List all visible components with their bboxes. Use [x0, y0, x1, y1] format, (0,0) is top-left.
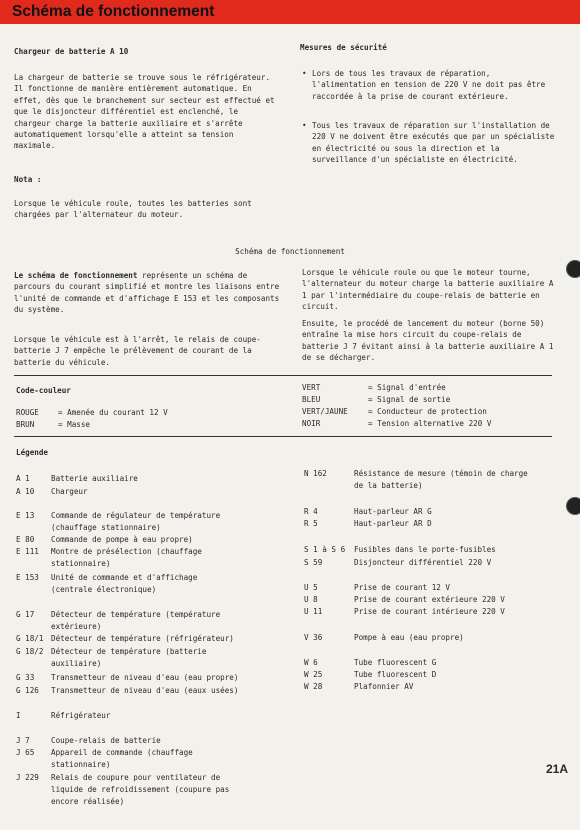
legend-text: Réfrigérateur [51, 711, 111, 720]
binder-hole-icon [566, 497, 580, 515]
color-code-name: BRUN [16, 420, 35, 429]
legend-code: A 10 [16, 487, 35, 496]
safety-bullet-2: Tous les travaux de réparation sur l'installation de 220 V ne doivent être exécutés que par un spécialiste en électricité ou sous la direction et la surveillance d'un spécialiste en électricité. [312, 121, 555, 165]
color-code-meaning: = Conducteur de protection [368, 407, 487, 416]
legend-text: extérieure) [51, 622, 102, 631]
color-code-name: NOIR [302, 419, 321, 428]
legend-text: Haut-parleur AR D [354, 519, 432, 528]
legend-text: Transmetteur de niveau d'eau (eaux usées) [51, 686, 239, 695]
legend-text: encore réalisée) [51, 797, 125, 806]
legend-code: J 65 [16, 748, 35, 757]
legend-text: Détecteur de température (réfrigérateur) [51, 634, 234, 643]
color-code-name: VERT/JAUNE [302, 407, 348, 416]
page-title: Schéma de fonctionnement [12, 3, 215, 20]
legend-text: Chargeur [51, 487, 88, 496]
legend-text: Unité de commande et d'affichage [51, 573, 198, 582]
legend-text: Résistance de mesure (témoin de charge [354, 469, 528, 478]
legend-text: Batterie auxiliaire [51, 474, 138, 483]
legend-code: U 8 [304, 595, 318, 604]
legend-text: Transmetteur de niveau d'eau (eau propre) [51, 673, 239, 682]
legend-code: S 1 à S 6 [304, 545, 346, 554]
legend-text: Tube fluorescent D [354, 670, 437, 679]
legend-text: liquide de refroidissement (coupure pas [51, 785, 230, 794]
legend-text: (centrale électronique) [51, 585, 157, 594]
legend-code: W 6 [304, 658, 318, 667]
legend-code: E 13 [16, 511, 35, 520]
legend-text: (chauffage stationnaire) [51, 523, 161, 532]
legend-code: V 36 [304, 633, 323, 642]
charger-body: La chargeur de batterie se trouve sous le réfrigérateur. Il fonctionne de manière entièrement automatique. En effet, dès que le branchement sur secteur est effectué et que le disjoncteur différentiel est enclenché, le chargeur charge la batterie auxiliaire et s'arrête automatiquement lorsqu'elle a atteint sa tension maximale. [14, 73, 275, 151]
legend-code: G 126 [16, 686, 39, 695]
color-code-row [302, 382, 446, 393]
color-code-meaning: = Signal d'entrée [368, 383, 446, 392]
color-code-row [16, 419, 90, 430]
legend-code: A 1 [16, 474, 30, 483]
legend-text: Prise de courant 12 V [354, 583, 451, 592]
legend-text: Prise de courant intérieure 220 V [354, 607, 505, 616]
legend-code: W 25 [304, 670, 323, 679]
legend-code: R 4 [304, 507, 318, 516]
legend-code: E 80 [16, 535, 35, 544]
legend-text: Détecteur de température (batterie [51, 647, 207, 656]
legend-heading: Légende [16, 448, 49, 457]
legend-code: G 18/2 [16, 647, 44, 656]
legend-text: de la batterie) [354, 481, 423, 490]
legend-code: U 5 [304, 583, 318, 592]
schema-right-p1: Lorsque le véhicule roule ou que le moteur tourne, l'alternateur du moteur charge la batterie auxiliaire A 1 par l'intermédiaire du coupe-relais de batterie en circuit. [302, 268, 554, 312]
legend-text: Disjoncteur différentiel 220 V [354, 558, 492, 567]
legend-code: G 18/1 [16, 634, 44, 643]
page-number: 21A [546, 762, 569, 776]
color-code-meaning: = Masse [58, 420, 91, 429]
legend-code: W 28 [304, 682, 323, 691]
legend-text: Coupe-relais de batterie [51, 736, 161, 745]
schema-right-p2: Ensuite, le procédé de lancement du moteur (borne 50) entraîne la mise hors circuit du coupe-relais de batterie J 7 évitant ainsi à la batterie auxiliaire A 1 de se décharger. [302, 319, 554, 363]
schema-left-p1 [14, 270, 282, 316]
schema-left-p2: Lorsque le véhicule est à l'arrêt, le relais de coupe-batterie J 7 empêche le prélèvement de courant de la batterie du véhicule. [14, 335, 261, 367]
color-code-name: VERT [302, 383, 321, 392]
legend-text: Détecteur de température (température [51, 610, 221, 619]
color-code-name: BLEU [302, 395, 321, 404]
color-code-name: ROUGE [16, 408, 39, 417]
note-body: Lorsque le véhicule roule, toutes les batteries sont chargées par l'alternateur du moteur. [14, 199, 252, 220]
legend-text: Haut-parleur AR G [354, 507, 432, 516]
legend-text: stationnaire) [51, 760, 111, 769]
legend-text: auxiliaire) [51, 659, 102, 668]
color-code-meaning: = Amenée du courant 12 V [58, 408, 168, 417]
color-code-row [16, 407, 168, 418]
color-code-meaning: = Tension alternative 220 V [368, 419, 492, 428]
legend-code: U 11 [304, 607, 323, 616]
legend-code: E 153 [16, 573, 39, 582]
schema-left-p1-bold: Le schéma de fonctionnement [14, 271, 138, 280]
legend-code: G 17 [16, 610, 35, 619]
legend-code: J 229 [16, 773, 39, 782]
legend-text: Tube fluorescent G [354, 658, 437, 667]
color-code-row [302, 406, 487, 417]
legend-text: Commande de régulateur de température [51, 511, 221, 520]
legend-text: Montre de présélection (chauffage [51, 547, 202, 556]
bullet-icon: • [302, 121, 307, 130]
legend-text: Commande de pompe à eau propre) [51, 535, 193, 544]
legend-code: N 162 [304, 469, 327, 478]
divider [14, 436, 552, 437]
legend-text: Fusibles dans le porte-fusibles [354, 545, 496, 554]
legend-code: J 7 [16, 736, 30, 745]
color-code-row [302, 394, 450, 405]
legend-code: I [16, 711, 21, 720]
legend-text: Appareil de commande (chauffage [51, 748, 193, 757]
note-label: Nota : [14, 175, 42, 184]
color-code-heading: Code-couleur [16, 386, 71, 395]
schema-heading: Schéma de fonctionnement [235, 247, 345, 256]
legend-text: Prise de courant extérieure 220 V [354, 595, 505, 604]
bullet-icon: • [302, 69, 307, 78]
legend-code: G 33 [16, 673, 35, 682]
binder-hole-icon [566, 260, 580, 278]
divider [14, 375, 552, 376]
schema-left-p1-rest: représente un schéma de parcours du courant simplifié et montre les liaisons entre l'unité de commande et d'affichage E 153 et les composants du système. [14, 271, 280, 315]
legend-code: E 111 [16, 547, 39, 556]
legend-text: Pompe à eau (eau propre) [354, 633, 464, 642]
safety-heading: Mesures de sécurité [300, 43, 387, 52]
legend-text: Plafonnier AV [354, 682, 414, 691]
legend-code: S 59 [304, 558, 323, 567]
legend-text: stationnaire) [51, 559, 111, 568]
safety-bullet-1: Lors de tous les travaux de réparation, l'alimentation en tension de 220 V ne doit pas être raccordée à la prise de courant extérieure. [312, 69, 546, 101]
color-code-row [302, 418, 491, 429]
legend-code: R 5 [304, 519, 318, 528]
legend-text: Relais de coupure pour ventilateur de [51, 773, 221, 782]
color-code-meaning: = Signal de sortie [368, 395, 451, 404]
charger-heading: Chargeur de batterie A 10 [14, 47, 129, 56]
